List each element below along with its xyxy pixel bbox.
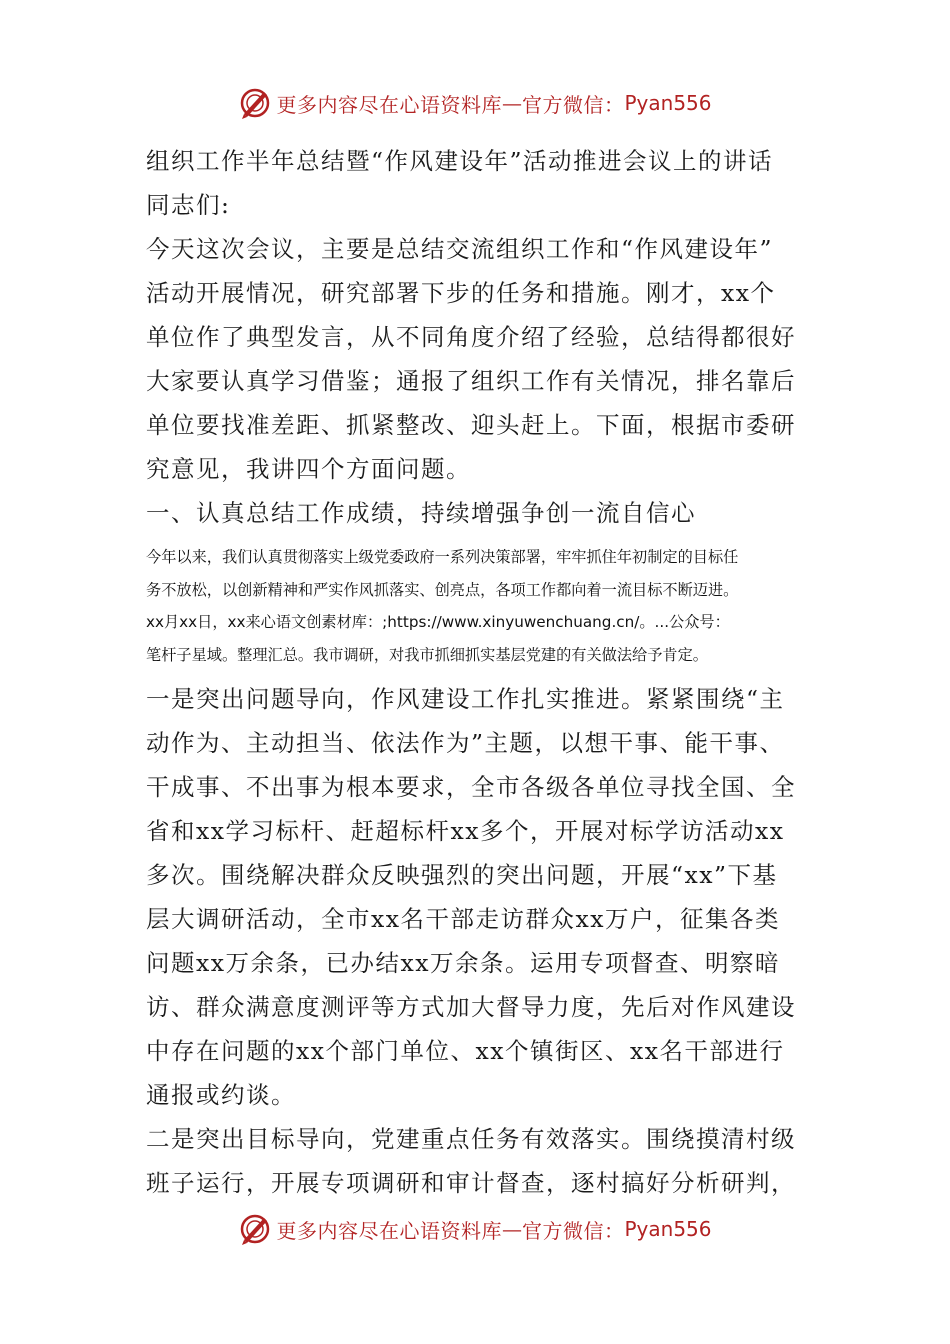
banner-separator: — [501,91,522,115]
point-one-line: 省和xx学习标杆、赶超标杆xx多个，开展对标学访活动xx [146,817,785,845]
banner-text: 更多内容尽在心语资料库 [276,1218,502,1243]
intro-line: 活动开展情况，研究部署下步的任务和措施。刚才，xx个 [146,279,776,307]
point-two-line: 二是突出目标导向，党建重点任务有效落实。围绕摸清村级 [146,1125,796,1153]
point-one-line: 多次。围绕解决群众反映强烈的突出问题，开展“xx”下基 [146,861,778,889]
pen-logo-icon [238,1212,272,1246]
point-one-line: 层大调研活动，全市xx名干部走访群众xx万户，征集各类 [146,905,781,933]
point-one-line: 问题xx万余条，已办结xx万余条。运用专项督查、明察暗 [146,949,781,977]
point-one-line: 中存在问题的xx个部门单位、xx个镇街区、xx名干部进行 [146,1037,785,1065]
document-title: 组织工作半年总结暨“作风建设年”活动推进会议上的讲话 [146,147,774,175]
intro-line: 单位要找准差距、抓紧整改、迎头赶上。下面，根据市委研 [146,411,796,439]
banner-separator: — [501,1217,522,1241]
intro-paragraph [146,227,808,491]
banner-contact-label: 官方微信： [521,92,625,117]
section-heading: 一、认真总结工作成绩，持续增强争创一流自信心 [146,499,696,527]
small-line: 务不放松，以创新精神和严实作风抓落实、创亮点，各项工作都向着一流目标不断迈进。 [146,580,739,599]
banner-contact-id: Pyan556 [624,91,712,115]
intro-line: 究意见，我讲四个方面问题。 [146,455,471,483]
banner-contact-label: 官方微信： [521,1218,625,1243]
point-two-paragraph [146,1117,808,1205]
point-one-line: 干成事、不出事为根本要求，全市各级各单位寻找全国、全 [146,773,796,801]
point-one-line: 访、群众满意度测评等方式加大督导力度，先后对作风建设 [146,993,796,1021]
small-line: 笔杆子星域。整理汇总。我市调研，对我市抓细抓实基层党建的有关做法给予肯定。 [146,645,708,664]
header-banner [0,83,950,123]
pen-logo-icon [238,86,272,120]
intro-line: 大家要认真学习借鉴；通报了组织工作有关情况，排名靠后 [146,367,796,395]
document-body [146,139,808,1205]
small-text-paragraph [146,535,808,677]
point-one-line: 动作为、主动担当、依法作为”主题，以想干事、能干事、 [146,729,785,757]
banner-contact-id: Pyan556 [624,1217,712,1241]
footer-banner [0,1209,950,1249]
point-one-line: 通报或约谈。 [146,1081,296,1109]
small-line: xx月xx日，xx来心语文创素材库：;https://www.xinyuwenchuang.cn/。...公众号： [146,613,730,631]
point-one-paragraph [146,677,808,1117]
intro-line: 今天这次会议，主要是总结交流组织工作和“作风建设年” [146,235,774,263]
banner-text: 更多内容尽在心语资料库 [276,92,502,117]
point-one-line: 一是突出问题导向，作风建设工作扎实推进。紧紧围绕“主 [146,685,785,713]
small-line: 今年以来，我们认真贯彻落实上级党委政府一系列决策部署，牢牢抓住年初制定的目标任 [146,548,739,566]
greeting: 同志们: [146,191,231,219]
intro-line: 单位作了典型发言，从不同角度介绍了经验，总结得都很好 [146,323,796,351]
point-two-line: 班子运行，开展专项调研和审计督查，逐村搞好分析研判， [146,1169,796,1197]
